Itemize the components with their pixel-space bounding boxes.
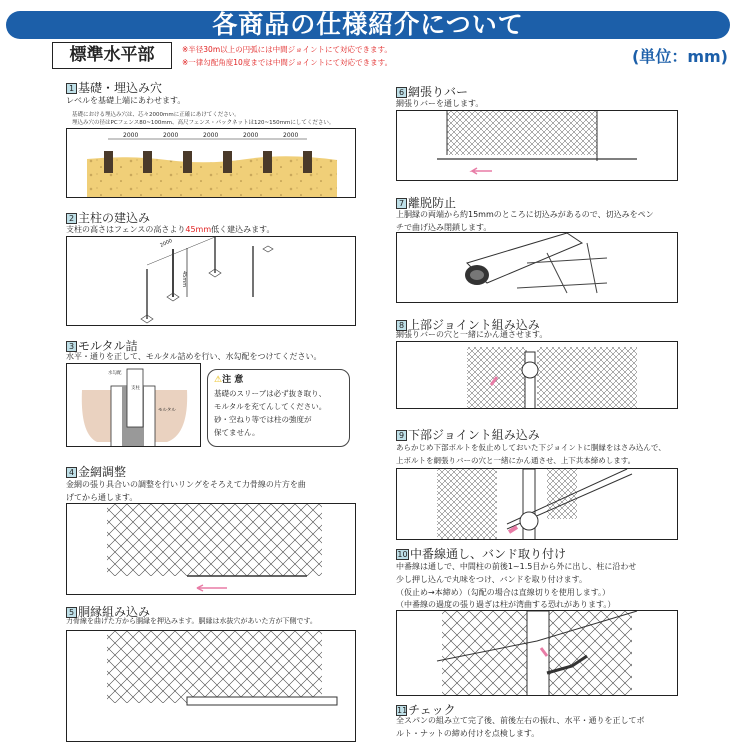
- caution-box: [207, 369, 350, 447]
- note-slope: ※一律勾配角度10度までは中間ジョイントにて対応できます。: [182, 58, 393, 67]
- step-title-text: 上部ジョイント組み込み: [408, 318, 540, 332]
- step-number: 4: [66, 467, 77, 478]
- step-11-desc: ルト・ナットの締め付けを点検します。: [396, 729, 540, 738]
- step-8-desc: 網張りバーの穴と一緒にかん通させます。: [396, 330, 548, 339]
- step-number: 10: [397, 550, 408, 559]
- step-title-text: 網張りバー: [408, 85, 469, 99]
- step-7-illustration: [396, 232, 678, 303]
- svg-text:45mm: 45mm: [181, 271, 187, 288]
- step-10-desc: 少し押し込んで丸味をつけ、バンドを取り付けます。: [396, 575, 588, 584]
- step-8-illustration: [396, 341, 678, 409]
- svg-text:2000: 2000: [159, 237, 174, 249]
- step-1-note-2: 埋込み穴の径はPCフェンス80~100mm、高尺フェンス・パックネットは120~150mmにしてください。: [72, 120, 335, 126]
- warning-icon: ⚠: [214, 375, 223, 385]
- step-title-text: 下部ジョイント組み込み: [408, 428, 540, 442]
- step-4-illustration: [66, 503, 356, 595]
- step-number: 9: [396, 430, 407, 441]
- svg-text:支柱: 支柱: [131, 386, 140, 391]
- step-5-illustration: [66, 630, 356, 742]
- step-title-text: モルタル詰: [78, 339, 138, 353]
- unit-label: (単位：mm): [632, 47, 728, 66]
- step-number: 6: [396, 87, 407, 98]
- step-2-desc: 支柱の高さはフェンスの高さより45mm低く建込みます。: [66, 225, 275, 234]
- step-9-desc: あらかじめ下部ボルトを仮止めしておいた下ジョイントに胴縁をはさみ込んで、: [396, 443, 666, 452]
- step-10-desc: （中番線の過度の張り過ぎは柱が湾曲する恐れがあります。）: [396, 600, 616, 609]
- step-number: 5: [66, 607, 77, 618]
- step-2-illustration: [66, 236, 356, 326]
- step-6-desc: 網張りバーを通します。: [396, 99, 484, 108]
- step-11-desc: 全スパンの組み立て完了後、前後左右の振れ、水平・通りを正してボ: [396, 716, 645, 725]
- step-title-text: 中番線通し、バンド取り付け: [410, 547, 567, 561]
- svg-text:モルタル: モルタル: [158, 408, 176, 413]
- step-7-desc: 上胴縁の両端から約15mmのところに切込みがあるので、切込みをペン: [396, 210, 654, 219]
- caution-line: 砂・空ねり等では柱の強度が: [214, 415, 312, 424]
- caution-line: 基礎のスリーブは必ず抜き取り、: [214, 389, 327, 398]
- step-10-desc: （仮止め→本締め）（勾配の場合は直線切りを使用します。）: [396, 588, 611, 597]
- step-title-text: 離脱防止: [408, 196, 457, 210]
- dim-label: 2000: [163, 132, 179, 139]
- step-1-note-1: 基礎における埋込み穴は、芯々2000mmに正確にあけてください。: [72, 112, 240, 118]
- step-6-illustration: [396, 110, 678, 181]
- page-title-banner: [6, 11, 730, 39]
- step-1-illustration: [66, 128, 356, 198]
- step-title-text: 基礎・埋込み穴: [78, 81, 163, 95]
- step-1-desc: レベルを基礎上端にあわせます。: [66, 96, 186, 105]
- step-9-desc: 上ボルトを網張りバーの穴と一緒にかん通させ、上下共本締めします。: [396, 456, 636, 465]
- step-3-illustration: [66, 363, 201, 447]
- dim-label: 2000: [243, 132, 259, 139]
- step-5-desc: 力骨線を曲げた方から胴縁を押込みます。胴縁は水抜穴があいた方が下側です。: [66, 617, 317, 625]
- step-3-desc: 水平・通りを正して、モルタル詰めを行い、水勾配をつけてください。: [66, 352, 322, 361]
- step-title-text: 胴縁組み込み: [78, 605, 151, 619]
- step-title-text: 主柱の建込み: [78, 211, 151, 225]
- page-title: 各商品の仕様紹介について: [212, 10, 524, 39]
- step-10-illustration: [396, 610, 678, 696]
- svg-text:水勾配: 水勾配: [108, 371, 122, 376]
- note-arc: ※半径30m以上の円弧には中間ジョイントにて対応できます。: [182, 45, 392, 54]
- step-number: 7: [396, 198, 407, 209]
- step-title-text: 金網調整: [78, 465, 127, 479]
- step-7-desc: チで曲げ込み閉鎖します。: [396, 223, 492, 232]
- step-number: 11: [397, 706, 408, 715]
- caution-title: ⚠注 意: [214, 375, 244, 385]
- step-title-text: チェック: [408, 703, 456, 717]
- caution-line: 保てません。: [214, 428, 260, 437]
- step-10-desc: 中番線は通しで、中間柱の前後1~1.5目から外に出し、柱に沿わせ: [396, 562, 637, 571]
- step-9-illustration: [396, 468, 678, 540]
- dim-label: 2000: [123, 132, 139, 139]
- step-number: 8: [396, 320, 407, 331]
- step-number: 1: [66, 83, 77, 94]
- step-number: 3: [66, 341, 77, 352]
- step-number: 2: [66, 213, 77, 224]
- step-4-desc: げてから通します。: [66, 493, 138, 502]
- step-4-desc: 金網の張り具合いの調整を行いリングをそろえて力骨線の片方を曲: [66, 480, 306, 489]
- dim-label: 2000: [203, 132, 219, 139]
- dim-label: 2000: [283, 132, 299, 139]
- section-heading: 標準水平部: [52, 42, 172, 69]
- caution-line: モルタルを充てんしてください。: [214, 402, 327, 411]
